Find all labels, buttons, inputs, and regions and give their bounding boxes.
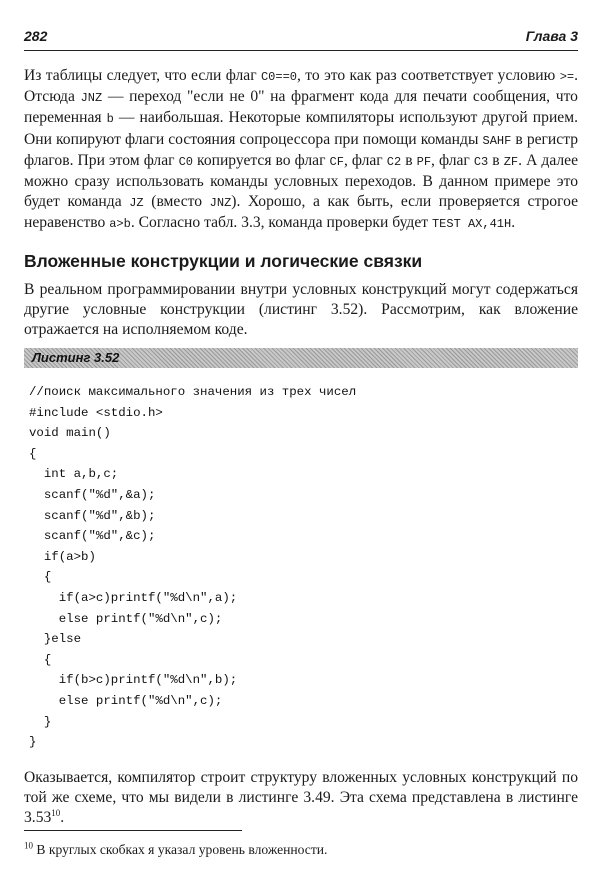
code-line: else printf("%d\n",c); [29, 693, 223, 708]
code-line: void main() [29, 426, 111, 441]
footnote [24, 842, 578, 858]
inline-code: a>b [109, 217, 131, 232]
inline-code: JNZ [80, 91, 103, 106]
code-line: scanf("%d",&a); [29, 487, 156, 502]
intro-paragraph: Из таблицы следует, что если флаг C0==0, то это как раз соответствует условию >=. Отсюда JNZ — переход "если не 0" на фрагмент кода для печати сообщения, что переменная b — наибольшая. Некоторые компиляторы используют другой прием. Они копируют флаги состояния сопроцессора при помощи команды SAHF в регистр флагов. При этом флаг C0 копируется во флаг CF, флаг C2 в PF, флаг C3 в ZF. А далее можно сразу использовать команды условных переходов. В данном примере это будет команда JZ (вместо JNZ). Хорошо, а как быть, если проверяется строгое неравенство a>b. Согласно табл. 3.3, команда проверки будет TEST AX,41H. [24, 67, 578, 232]
inline-code: C0==0 [260, 70, 297, 84]
inline-code: JZ [129, 196, 144, 211]
code-line: } [29, 735, 37, 750]
inline-code: C3 [473, 154, 489, 169]
code-line: //поиск максимального значения из трех чисел [29, 385, 357, 399]
code-line: #include <stdio.h> [29, 405, 163, 420]
inline-code: ZF [503, 154, 519, 169]
inline-code: JNZ [209, 196, 232, 211]
inline-code: TEST AX,41H [431, 217, 512, 232]
code-line: int a,b,c; [29, 467, 119, 482]
code-line: { [29, 570, 52, 585]
code-line: else printf("%d\n",c); [29, 611, 223, 626]
chapter-title: Глава 3 [525, 28, 578, 44]
code-line: }else [29, 632, 82, 647]
code-line: if(b>c)printf("%d\n",b); [29, 673, 238, 688]
book-page [24, 0, 578, 882]
footnote-text: В круглых скобках я указал уровень вложенности. [36, 842, 328, 857]
closing-paragraph: Оказывается, компилятор строит структуру вложенных условных конструкций по той же схеме, что мы видели в листинге 3.49. Эта схема представлена в листинге 3.53$^{10}$. [24, 769, 578, 827]
listing-label: Листинг 3.52 [32, 350, 120, 365]
code-line: if(a>b) [29, 549, 96, 564]
inline-code: SAHF [482, 133, 512, 148]
footnote-number: 10 [24, 840, 33, 851]
page-number: 282 [24, 28, 48, 44]
code-line: scanf("%d",&b); [29, 508, 156, 523]
footnote-rule [24, 830, 242, 831]
inline-code: CF [329, 154, 344, 169]
inline-code: >= [559, 70, 575, 84]
footnote-ref: 10 [51, 808, 61, 819]
section-paragraph: В реальном программировании внутри условных конструкций могут содержаться другие условные конструкции (листинг 3.52). Рассмотрим, как вложение отражается на исполняемом коде. [24, 281, 578, 339]
inline-code: PF [416, 154, 432, 169]
inline-code: C2 [386, 154, 402, 169]
code-listing [29, 382, 356, 753]
code-line: } [29, 714, 52, 729]
code-line: if(a>c)printf("%d\n",a); [29, 590, 238, 605]
page-header [24, 28, 578, 50]
header-rule [24, 50, 578, 51]
code-line: { [29, 446, 37, 461]
section-heading: Вложенные конструкции и логические связки [24, 251, 423, 271]
listing-header [24, 348, 578, 368]
inline-code: b [106, 112, 114, 127]
code-line: { [29, 652, 52, 667]
code-line: scanf("%d",&c); [29, 529, 156, 544]
inline-code: C0 [178, 154, 193, 169]
